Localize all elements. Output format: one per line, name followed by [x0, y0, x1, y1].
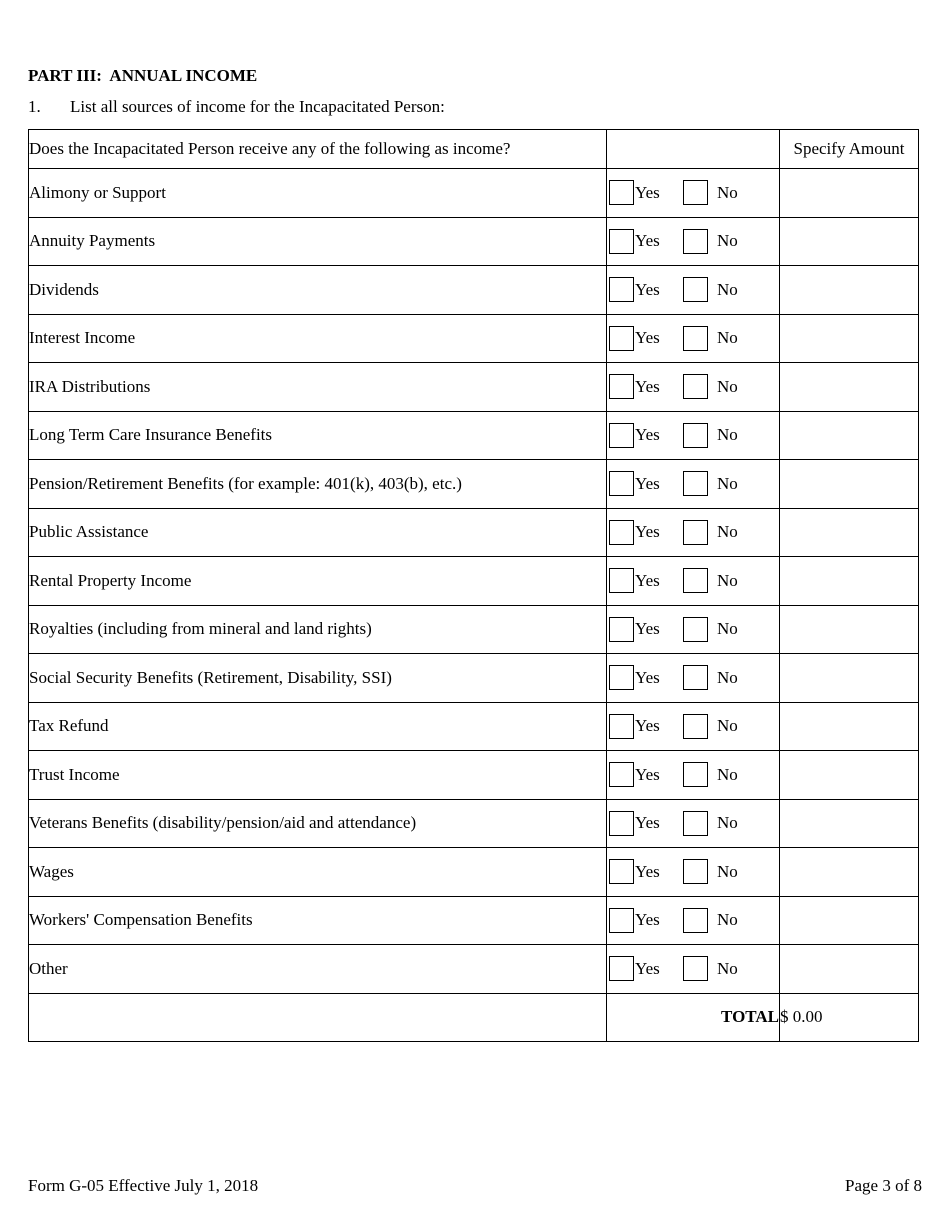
yes-no-cell — [607, 460, 780, 509]
amount-field[interactable] — [780, 557, 919, 606]
no-checkbox[interactable] — [683, 568, 708, 593]
no-label: No — [717, 328, 738, 348]
table-row — [29, 751, 919, 800]
yes-checkbox[interactable] — [609, 617, 634, 642]
no-label: No — [717, 764, 738, 784]
yes-label: Yes — [635, 328, 660, 348]
yes-checkbox[interactable] — [609, 471, 634, 496]
page-number: Page 3 of 8 — [845, 1176, 922, 1195]
no-label: No — [717, 861, 738, 881]
yes-label: Yes — [635, 958, 660, 978]
yes-checkbox[interactable] — [609, 568, 634, 593]
amount-field[interactable] — [780, 605, 919, 654]
yes-no-group — [607, 509, 779, 557]
instruction-text: List all sources of income for the Incapacitated Person: — [70, 97, 445, 116]
yes-checkbox[interactable] — [609, 859, 634, 884]
total-blank — [29, 993, 607, 1042]
yes-no-group — [607, 412, 779, 460]
amount-field[interactable] — [780, 314, 919, 363]
total-label: TOTAL — [607, 993, 780, 1042]
yes-checkbox[interactable] — [609, 277, 634, 302]
income-source-label: Pension/Retirement Benefits (for example: 401(k), 403(b), etc.) — [29, 460, 607, 509]
no-label: No — [717, 619, 738, 639]
no-checkbox[interactable] — [683, 326, 708, 351]
yes-checkbox[interactable] — [609, 908, 634, 933]
yes-no-cell — [607, 508, 780, 557]
yes-checkbox[interactable] — [609, 762, 634, 787]
no-checkbox[interactable] — [683, 471, 708, 496]
yes-checkbox[interactable] — [609, 374, 634, 399]
amount-field[interactable] — [780, 217, 919, 266]
amount-field[interactable] — [780, 266, 919, 315]
amount-field[interactable] — [780, 702, 919, 751]
no-label: No — [717, 813, 738, 833]
amount-field[interactable] — [780, 411, 919, 460]
yes-checkbox[interactable] — [609, 326, 634, 351]
yes-label: Yes — [635, 425, 660, 445]
yes-no-cell — [607, 896, 780, 945]
header-amount: Specify Amount — [780, 130, 919, 169]
yes-label: Yes — [635, 279, 660, 299]
yes-no-cell — [607, 169, 780, 218]
yes-label: Yes — [635, 861, 660, 881]
total-amount-field[interactable]: $ 0.00 — [780, 993, 919, 1042]
table-row — [29, 217, 919, 266]
income-source-label: IRA Distributions — [29, 363, 607, 412]
yes-no-group — [607, 800, 779, 848]
table-header-row — [29, 130, 919, 169]
income-source-label: Alimony or Support — [29, 169, 607, 218]
yes-no-group — [607, 654, 779, 702]
yes-no-group — [607, 703, 779, 751]
table-row — [29, 896, 919, 945]
no-label: No — [717, 231, 738, 251]
yes-no-cell — [607, 266, 780, 315]
yes-label: Yes — [635, 813, 660, 833]
yes-no-cell — [607, 605, 780, 654]
yes-label: Yes — [635, 182, 660, 202]
total-row — [29, 993, 919, 1042]
yes-checkbox[interactable] — [609, 180, 634, 205]
table-row — [29, 557, 919, 606]
yes-label: Yes — [635, 473, 660, 493]
yes-no-cell — [607, 654, 780, 703]
yes-no-group — [607, 315, 779, 363]
table-row — [29, 508, 919, 557]
no-label: No — [717, 910, 738, 930]
no-checkbox[interactable] — [683, 617, 708, 642]
amount-field[interactable] — [780, 848, 919, 897]
instruction — [28, 97, 445, 117]
yes-no-group — [607, 266, 779, 314]
yes-no-group — [607, 606, 779, 654]
table-row — [29, 605, 919, 654]
header-question: Does the Incapacitated Person receive any of the following as income? — [29, 130, 607, 169]
yes-no-group — [607, 363, 779, 411]
table-row — [29, 266, 919, 315]
amount-field[interactable] — [780, 896, 919, 945]
amount-field[interactable] — [780, 508, 919, 557]
yes-no-cell — [607, 751, 780, 800]
income-source-label: Veterans Benefits (disability/pension/aid and attendance) — [29, 799, 607, 848]
amount-field[interactable] — [780, 751, 919, 800]
amount-field[interactable] — [780, 460, 919, 509]
form-id: Form G-05 Effective July 1, 2018 — [28, 1176, 259, 1195]
yes-no-group — [607, 897, 779, 945]
yes-no-cell — [607, 945, 780, 994]
amount-field[interactable] — [780, 363, 919, 412]
table-row — [29, 411, 919, 460]
no-label: No — [717, 425, 738, 445]
header-blank — [607, 130, 780, 169]
yes-no-group — [607, 169, 779, 217]
income-source-label: Public Assistance — [29, 508, 607, 557]
income-source-label: Workers' Compensation Benefits — [29, 896, 607, 945]
table-row — [29, 848, 919, 897]
yes-no-cell — [607, 702, 780, 751]
amount-field[interactable] — [780, 945, 919, 994]
table-row — [29, 799, 919, 848]
income-source-label: Other — [29, 945, 607, 994]
income-table — [28, 129, 919, 1042]
table-row — [29, 314, 919, 363]
amount-field[interactable] — [780, 799, 919, 848]
yes-no-cell — [607, 363, 780, 412]
yes-no-group — [607, 848, 779, 896]
yes-checkbox[interactable] — [609, 520, 634, 545]
no-checkbox[interactable] — [683, 811, 708, 836]
no-checkbox[interactable] — [683, 665, 708, 690]
no-checkbox[interactable] — [683, 714, 708, 739]
yes-label: Yes — [635, 716, 660, 736]
yes-checkbox[interactable] — [609, 956, 634, 981]
yes-checkbox[interactable] — [609, 229, 634, 254]
no-label: No — [717, 279, 738, 299]
yes-no-cell — [607, 799, 780, 848]
yes-no-cell — [607, 411, 780, 460]
yes-label: Yes — [635, 910, 660, 930]
income-source-label: Annuity Payments — [29, 217, 607, 266]
yes-no-group — [607, 557, 779, 605]
yes-no-group — [607, 751, 779, 799]
income-source-label: Long Term Care Insurance Benefits — [29, 411, 607, 460]
yes-no-group — [607, 945, 779, 993]
no-checkbox[interactable] — [683, 762, 708, 787]
no-checkbox[interactable] — [683, 520, 708, 545]
no-label: No — [717, 667, 738, 687]
no-label: No — [717, 716, 738, 736]
yes-label: Yes — [635, 667, 660, 687]
yes-checkbox[interactable] — [609, 714, 634, 739]
yes-label: Yes — [635, 619, 660, 639]
table-row — [29, 363, 919, 412]
yes-no-group — [607, 460, 779, 508]
no-label: No — [717, 473, 738, 493]
yes-no-group — [607, 218, 779, 266]
yes-label: Yes — [635, 376, 660, 396]
income-source-label: Rental Property Income — [29, 557, 607, 606]
yes-label: Yes — [635, 764, 660, 784]
no-checkbox[interactable] — [683, 374, 708, 399]
yes-checkbox[interactable] — [609, 811, 634, 836]
no-checkbox[interactable] — [683, 229, 708, 254]
yes-label: Yes — [635, 522, 660, 542]
no-label: No — [717, 570, 738, 590]
yes-no-cell — [607, 848, 780, 897]
yes-checkbox[interactable] — [609, 423, 634, 448]
instruction-number: 1. — [28, 97, 41, 116]
yes-label: Yes — [635, 570, 660, 590]
no-label: No — [717, 958, 738, 978]
table-row — [29, 702, 919, 751]
yes-label: Yes — [635, 231, 660, 251]
income-source-label: Royalties (including from mineral and land rights) — [29, 605, 607, 654]
no-label: No — [717, 182, 738, 202]
income-source-label: Wages — [29, 848, 607, 897]
income-source-label: Interest Income — [29, 314, 607, 363]
no-checkbox[interactable] — [683, 908, 708, 933]
no-checkbox[interactable] — [683, 859, 708, 884]
yes-no-cell — [607, 557, 780, 606]
no-checkbox[interactable] — [683, 277, 708, 302]
section-title: PART III: ANNUAL INCOME — [28, 66, 258, 85]
income-source-label: Tax Refund — [29, 702, 607, 751]
no-checkbox[interactable] — [683, 956, 708, 981]
income-source-label: Trust Income — [29, 751, 607, 800]
no-checkbox[interactable] — [683, 180, 708, 205]
no-label: No — [717, 376, 738, 396]
yes-checkbox[interactable] — [609, 665, 634, 690]
table-row — [29, 460, 919, 509]
amount-field[interactable] — [780, 169, 919, 218]
no-label: No — [717, 522, 738, 542]
income-source-label: Dividends — [29, 266, 607, 315]
table-row — [29, 654, 919, 703]
yes-no-cell — [607, 314, 780, 363]
table-row — [29, 945, 919, 994]
amount-field[interactable] — [780, 654, 919, 703]
yes-no-cell — [607, 217, 780, 266]
table-row — [29, 169, 919, 218]
income-source-label: Social Security Benefits (Retirement, Disability, SSI) — [29, 654, 607, 703]
no-checkbox[interactable] — [683, 423, 708, 448]
